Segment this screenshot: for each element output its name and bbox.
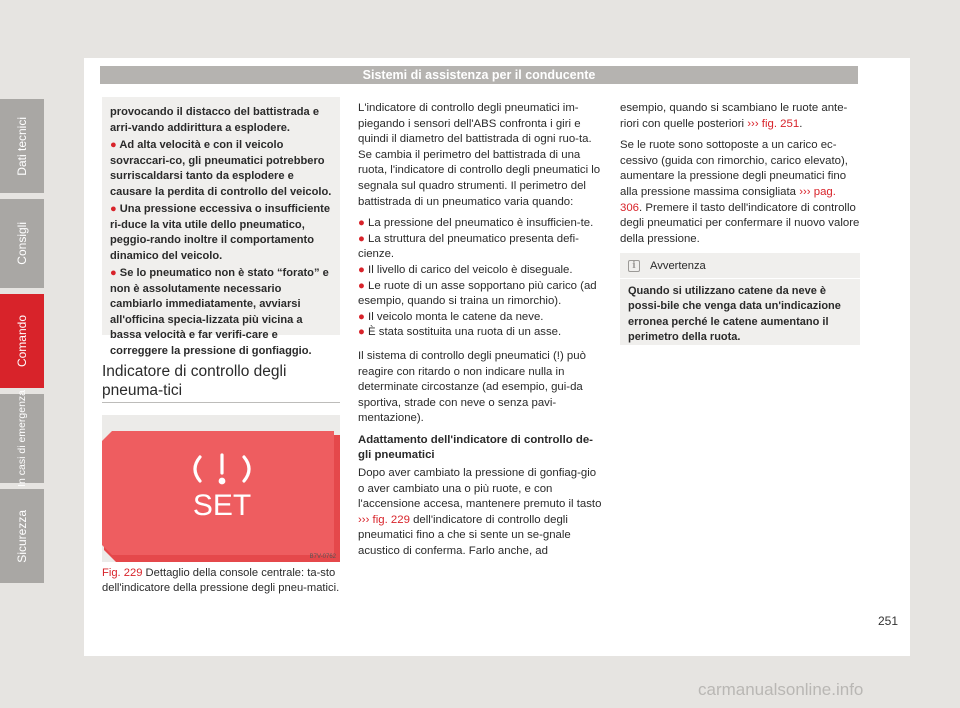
section-title: Indicatore di controllo degli pneuma-tici [102, 363, 287, 399]
tab-sicurezza[interactable]: Sicurezza [0, 489, 44, 583]
figure-link[interactable]: ››› fig. 229 [358, 513, 410, 526]
tab-consigli[interactable]: Consigli [0, 199, 44, 288]
list-item: ● La struttura del pneumatico presenta defi-cienze. [358, 232, 579, 261]
tab-dati-tecnici[interactable]: Dati tecnici [0, 99, 44, 193]
list-item: ● È stata sostituita una ruota di un asse. [358, 326, 562, 339]
list-item: ● Il livello di carico del veicolo è diseguale. [358, 263, 573, 276]
bullet-icon: ● [358, 326, 369, 339]
bullet-icon: ● [358, 217, 369, 230]
note-box [620, 253, 860, 345]
warning-intro: provocando il distacco del battistrada e arri-vando addirittura a esplodere. [110, 106, 319, 134]
paragraph: L'indicatore di controllo degli pneumatici im-piegando i sensori dell'ABS confronta i giri e quindi il diametro del battistrada di ogni ruo-ta. Se cambia il perimetro del battistrada di una ruota, l'indicatore di controllo degli pneumatici lo segnala sul quadro strumenti. Il perimetro del battistrada di un pneumatico varia quando: [358, 102, 601, 208]
column-3 [620, 101, 860, 253]
caption-label: Fig. 229 [102, 567, 143, 579]
figure-code: B7V-0762 [309, 554, 336, 560]
bullet-icon: ● [110, 139, 120, 151]
section-divider [102, 402, 340, 403]
conditions-list [358, 216, 604, 341]
page-number: 251 [878, 614, 899, 628]
bullet-icon: ● [358, 279, 369, 292]
figure-caption [102, 566, 340, 597]
paragraph: Se le ruote sono sottoposte a un carico ec-cessivo (guida con rimorchio, carico elevato), aumentare la pressione degli pneumatici fino alla pressione massima consigliata ››› pag. 306. Premere il tasto dell'indicatore di controllo degli pneumatici per confermare il nuovo valore della pressione. [620, 139, 860, 245]
note-title: Avvertenza [650, 259, 706, 272]
page-header: Sistemi di assistenza per il conducente [100, 66, 858, 84]
watermark: carmanualsonline.info [698, 680, 864, 699]
bullet-icon: ● [358, 310, 369, 323]
page-link[interactable]: ››› pag. 306 [620, 185, 836, 214]
warning-item: ● Ad alta velocità e con il veicolo sovraccari-co, gli pneumatici potrebbero surriscaldarsi tanto da esplodere e causare la perdita di controllo del veicolo. [110, 139, 332, 198]
tpms-button-illustration [102, 415, 340, 562]
paragraph: Il sistema di controllo degli pneumatici (!) può reagire con ritardo o non indicare nulla in determinate circostanze (ad esempio, gui-da sportiva, strade con neve o senza pavi-mentazione). [358, 349, 586, 425]
list-item: ● Le ruote di un asse sopportano più carico (ad esempio, quando si traina un rimorchio). [358, 279, 597, 308]
warning-box [102, 97, 340, 357]
figure-229 [102, 415, 340, 562]
subheading: Adattamento dell'indicatore di controllo de-gli pneumatici [358, 433, 593, 462]
bullet-icon: ● [358, 263, 369, 276]
caption-text: Dettaglio della console centrale: ta-sto dell'indicatore della pressione degli pneu-matici. [102, 567, 340, 595]
bullet-icon: ● [110, 267, 120, 279]
column-2 [358, 101, 604, 566]
bullet-icon: ● [358, 232, 369, 245]
note-text: Quando si utilizzano catene da neve è possi-bile che venga data un'indicazione erronea perché le catene aumentano il perimetro della ruota. [628, 285, 841, 343]
tab-comando[interactable]: Comando [0, 294, 44, 388]
list-item: ● La pressione del pneumatico è insufficien-te. [358, 217, 594, 230]
tab-in-casi-di-emergenza[interactable]: In casi di emergenza [0, 394, 44, 483]
paragraph: esempio, quando si scambiano le ruote ante-riori con quelle posteriori ››› fig. 251. [620, 102, 848, 130]
list-item: ● Il veicolo monta le catene da neve. [358, 310, 544, 323]
warning-item: ● Una pressione eccessiva o insufficiente ri-duce la vita utile dello pneumatico, peggio-rando inoltre il comportamento dinamico del veicolo. [110, 203, 331, 262]
paragraph: Dopo aver cambiato la pressione di gonfiag-gio o aver cambiato una o più ruote, e con l'accensione accesa, mantenere premuto il tasto ››› fig. 229 dell'indicatore di controllo degli pneumatici fino a che si sente un se-gnale acustico di conferma. Farlo anche, ad [358, 467, 602, 558]
set-label: SET [192, 489, 252, 522]
note-header [620, 253, 860, 279]
warning-item: ● Se lo pneumatico non è stato “forato” e non è assolutamente necessario cambiarlo immediatamente, avviarsi all'officina specia-lizzata più vicina a bassa velocità e far verifi-care e correggere la pressione di gonfiaggio. [110, 267, 329, 357]
figure-link[interactable]: ››› fig. 251 [747, 117, 800, 130]
info-icon: i [628, 260, 640, 272]
bullet-icon: ● [110, 203, 120, 215]
